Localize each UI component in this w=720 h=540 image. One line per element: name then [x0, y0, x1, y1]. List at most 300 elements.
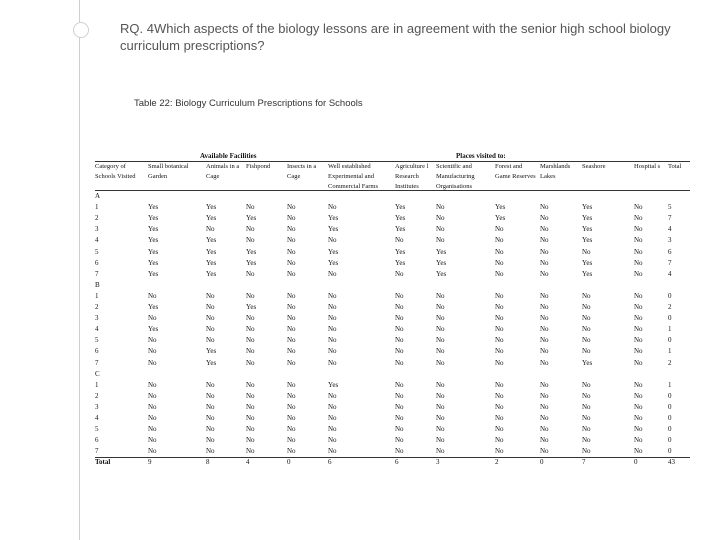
- table-cell: Yes: [582, 269, 593, 278]
- table-cell: No: [287, 425, 296, 434]
- table-cell: No: [634, 414, 643, 422]
- table-cell: No: [634, 380, 643, 389]
- table-cell: No: [582, 314, 591, 323]
- group-header-available-facilities: Available Facilities: [200, 152, 257, 160]
- table-cell: No: [540, 269, 549, 278]
- row-label: C: [95, 369, 100, 378]
- table-cell: Yes: [246, 247, 257, 256]
- column-header: Fishpond: [246, 163, 271, 170]
- table-cell: 43: [668, 458, 675, 467]
- row-label: 7: [95, 447, 99, 456]
- table-cell: No: [634, 303, 643, 311]
- table-cell: No: [148, 436, 157, 445]
- table-cell: No: [206, 325, 215, 334]
- table-cell: No: [148, 358, 157, 367]
- table-cell: No: [148, 425, 157, 434]
- table-cell: No: [148, 336, 157, 345]
- table-cell: No: [246, 425, 255, 434]
- table-cell: No: [436, 291, 445, 300]
- table-cell: 2: [668, 358, 672, 367]
- table-cell: 0: [668, 291, 672, 300]
- table-cell: No: [540, 380, 549, 389]
- table-cell: Yes: [395, 258, 406, 267]
- table-cell: No: [540, 414, 549, 422]
- table-cell: Yes: [582, 214, 593, 223]
- table-cell: No: [328, 436, 337, 445]
- table-cell: No: [287, 214, 296, 223]
- table-cell: No: [540, 425, 549, 434]
- column-header: Animals in a Cage: [206, 163, 240, 180]
- table-cell: Yes: [148, 214, 159, 223]
- table-cell: No: [540, 303, 549, 311]
- table-cell: 0: [668, 314, 672, 323]
- table-cell: No: [287, 380, 296, 389]
- table-cell: No: [495, 402, 504, 411]
- row-label: 4: [95, 325, 99, 334]
- column-header: Hospital s: [634, 163, 661, 170]
- table-cell: No: [582, 391, 591, 400]
- table-cell: Yes: [328, 225, 339, 234]
- table-cell: No: [436, 214, 445, 223]
- table-cell: Yes: [206, 214, 217, 223]
- table-cell: No: [634, 347, 643, 356]
- table-cell: No: [246, 269, 255, 278]
- table-cell: No: [287, 358, 296, 367]
- column-header: Well established Experimental and Commercial Farms: [328, 163, 379, 190]
- table-cell: No: [328, 402, 337, 411]
- table-cell: No: [206, 402, 215, 411]
- table-cell: No: [436, 336, 445, 345]
- table-cell: Yes: [206, 347, 217, 356]
- table-cell: No: [436, 402, 445, 411]
- table-cell: No: [540, 447, 549, 456]
- row-label: B: [95, 280, 100, 289]
- table-cell: No: [582, 447, 591, 456]
- table-cell: No: [495, 380, 504, 389]
- table-cell: Yes: [206, 247, 217, 256]
- table-cell: No: [246, 291, 255, 300]
- row-label: Total: [95, 458, 111, 467]
- table-cell: No: [436, 303, 445, 311]
- table-cell: No: [246, 347, 255, 356]
- table-cell: No: [287, 325, 296, 334]
- table-cell: Yes: [148, 258, 159, 267]
- table-cell: No: [246, 203, 255, 212]
- table-cell: No: [206, 225, 215, 234]
- table-cell: No: [246, 414, 255, 422]
- table-cell: 4: [668, 225, 672, 234]
- table-cell: No: [436, 325, 445, 334]
- table-cell: No: [246, 380, 255, 389]
- table-cell: No: [246, 325, 255, 334]
- table-cell: 0: [668, 436, 672, 445]
- table-cell: No: [246, 447, 255, 456]
- table-cell: 7: [668, 258, 672, 267]
- table-cell: No: [395, 391, 404, 400]
- table-cell: 5: [668, 203, 672, 212]
- table-cell: No: [395, 425, 404, 434]
- table-cell: No: [395, 303, 404, 311]
- table-cell: No: [246, 358, 255, 367]
- table-cell: No: [634, 203, 643, 212]
- table-cell: No: [540, 347, 549, 356]
- table-cell: No: [206, 314, 215, 323]
- table-cell: 0: [668, 402, 672, 411]
- table-cell: No: [287, 225, 296, 234]
- row-label: 3: [95, 402, 99, 411]
- table-cell: No: [287, 258, 296, 267]
- table-cell: No: [328, 314, 337, 323]
- table-cell: No: [395, 291, 404, 300]
- table-cell: No: [395, 380, 404, 389]
- column-header: Scientific and Manufacturing Organisations: [436, 163, 475, 190]
- table-cell: No: [287, 436, 296, 445]
- table-cell: No: [206, 291, 215, 300]
- table-cell: 1: [668, 347, 672, 356]
- table-cell: No: [495, 325, 504, 334]
- table-cell: Yes: [206, 358, 217, 367]
- table-cell: No: [395, 402, 404, 411]
- table-cell: No: [582, 425, 591, 434]
- table-cell: No: [634, 425, 643, 434]
- table-cell: No: [246, 314, 255, 323]
- table-cell: 4: [246, 458, 250, 467]
- table-cell: 7: [668, 214, 672, 223]
- table-cell: No: [540, 325, 549, 334]
- column-header: Seashore: [582, 163, 606, 170]
- table-cell: No: [395, 236, 404, 245]
- table-cell: 0: [287, 458, 291, 467]
- table-cell: Yes: [328, 380, 339, 389]
- research-question-title: RQ. 4Which aspects of the biology lessons are in agreement with the senior high school biology curriculum prescriptions?: [120, 21, 671, 53]
- table-cell: Yes: [395, 247, 406, 256]
- column-header: Agriculture l Research Institutes: [395, 163, 429, 190]
- table-cell: No: [395, 414, 404, 422]
- table-cell: Yes: [395, 203, 406, 212]
- table-cell: No: [540, 203, 549, 212]
- row-label: 5: [95, 336, 99, 345]
- table-cell: No: [495, 236, 504, 245]
- table-cell: Yes: [148, 269, 159, 278]
- table-cell: No: [540, 436, 549, 445]
- table-cell: No: [436, 225, 445, 234]
- table-cell: No: [634, 436, 643, 445]
- table-cell: No: [328, 303, 337, 311]
- table-cell: No: [495, 447, 504, 456]
- table-cell: 0: [540, 458, 544, 467]
- row-label: 1: [95, 291, 99, 300]
- table-cell: No: [246, 225, 255, 234]
- table-cell: Yes: [206, 258, 217, 267]
- table-cell: No: [540, 358, 549, 367]
- table-cell: No: [634, 269, 643, 278]
- table-cell: No: [148, 414, 157, 422]
- table-cell: 8: [206, 458, 210, 467]
- table-cell: No: [436, 203, 445, 212]
- table-cell: No: [206, 380, 215, 389]
- column-header: Forest and Game Reserves: [495, 163, 536, 180]
- table-cell: No: [436, 414, 445, 422]
- row-label: 4: [95, 236, 99, 245]
- table-cell: Yes: [246, 258, 257, 267]
- column-header: Total: [668, 163, 682, 170]
- table-cell: Yes: [328, 258, 339, 267]
- table-cell: No: [634, 314, 643, 323]
- table-cell: No: [287, 336, 296, 345]
- table-cell: No: [495, 414, 504, 422]
- table-cell: No: [495, 303, 504, 311]
- table-cell: No: [328, 347, 337, 356]
- table-cell: No: [148, 380, 157, 389]
- table-cell: No: [328, 269, 337, 278]
- table-cell: No: [540, 336, 549, 345]
- table-cell: Yes: [148, 247, 159, 256]
- table-cell: Yes: [495, 203, 506, 212]
- table-cell: No: [395, 347, 404, 356]
- table-cell: No: [148, 314, 157, 323]
- row-label: 3: [95, 225, 99, 234]
- table-cell: 9: [148, 458, 152, 467]
- table-cell: Yes: [436, 258, 447, 267]
- table-cell: No: [634, 391, 643, 400]
- table-cell: No: [328, 325, 337, 334]
- table-cell: 6: [395, 458, 399, 467]
- table-cell: No: [634, 358, 643, 367]
- table-cell: No: [328, 447, 337, 456]
- table-cell: No: [634, 336, 643, 345]
- table-cell: 0: [668, 425, 672, 434]
- group-header-places-visited: Places visited to:: [456, 152, 506, 160]
- table-cell: Yes: [395, 225, 406, 234]
- table-cell: No: [634, 325, 643, 334]
- table-cell: No: [287, 402, 296, 411]
- table-cell: No: [287, 203, 296, 212]
- table-cell: No: [287, 247, 296, 256]
- table-cell: 7: [582, 458, 586, 467]
- column-header: Small botanical Garden: [148, 163, 189, 180]
- table-cell: No: [634, 214, 643, 223]
- table-cell: No: [287, 414, 296, 422]
- table-cell: No: [495, 425, 504, 434]
- row-label: 5: [95, 247, 99, 256]
- table-cell: No: [582, 380, 591, 389]
- table-cell: No: [287, 269, 296, 278]
- row-label: 1: [95, 380, 99, 389]
- table-cell: No: [148, 391, 157, 400]
- table-cell: No: [206, 436, 215, 445]
- table-cell: No: [582, 336, 591, 345]
- table-cell: No: [436, 436, 445, 445]
- table-cell: No: [395, 336, 404, 345]
- table-cell: No: [246, 236, 255, 245]
- table-cell: No: [495, 358, 504, 367]
- table-cell: 2: [495, 458, 499, 467]
- table-cell: No: [287, 347, 296, 356]
- table-cell: Yes: [582, 236, 593, 245]
- row-label: 4: [95, 414, 99, 422]
- table-cell: No: [582, 291, 591, 300]
- table-cell: Yes: [495, 214, 506, 223]
- table-cell: Yes: [206, 269, 217, 278]
- table-cell: No: [436, 391, 445, 400]
- table-cell: Yes: [148, 203, 159, 212]
- row-label: 7: [95, 358, 99, 367]
- row-label: 6: [95, 347, 99, 356]
- table-cell: Yes: [328, 247, 339, 256]
- table-cell: No: [436, 447, 445, 456]
- table-cell: No: [436, 314, 445, 323]
- table-cell: No: [582, 303, 591, 311]
- table-cell: Yes: [148, 325, 159, 334]
- table-cell: No: [582, 247, 591, 256]
- table-cell: No: [287, 391, 296, 400]
- table-cell: No: [287, 236, 296, 245]
- column-header: Category of Schools Visited: [95, 163, 136, 180]
- table-cell: 4: [668, 269, 672, 278]
- table-cell: No: [287, 303, 296, 311]
- table-cell: No: [395, 325, 404, 334]
- table-cell: No: [495, 258, 504, 267]
- row-label: A: [95, 192, 101, 200]
- table-cell: No: [540, 291, 549, 300]
- table-cell: No: [634, 291, 643, 300]
- table-cell: 6: [668, 247, 672, 256]
- table-cell: Yes: [436, 247, 447, 256]
- table-cell: No: [634, 258, 643, 267]
- table-cell: No: [634, 447, 643, 456]
- table-cell: No: [436, 347, 445, 356]
- table-cell: Yes: [148, 225, 159, 234]
- table-cell: No: [540, 258, 549, 267]
- table-cell: 3: [436, 458, 440, 467]
- table-cell: No: [582, 347, 591, 356]
- row-label: 5: [95, 425, 99, 434]
- table-cell: No: [495, 247, 504, 256]
- table-cell: No: [148, 291, 157, 300]
- table-cell: No: [495, 336, 504, 345]
- table-cell: 1: [668, 380, 672, 389]
- table-cell: Yes: [246, 214, 257, 223]
- row-label: 1: [95, 203, 99, 212]
- row-label: 6: [95, 258, 99, 267]
- column-header: Insects in a Cage: [287, 163, 317, 180]
- table-cell: No: [328, 291, 337, 300]
- table-cell: 0: [668, 447, 672, 456]
- table-cell: No: [540, 402, 549, 411]
- table-cell: No: [328, 414, 337, 422]
- table-cell: No: [582, 325, 591, 334]
- column-header: Marshlands Lakes: [540, 163, 571, 180]
- table-cell: No: [436, 425, 445, 434]
- table-cell: No: [582, 436, 591, 445]
- table-cell: No: [287, 447, 296, 456]
- table-cell: No: [495, 391, 504, 400]
- table-cell: No: [246, 436, 255, 445]
- table-cell: No: [495, 347, 504, 356]
- table-cell: No: [495, 269, 504, 278]
- table-cell: No: [148, 347, 157, 356]
- table-cell: No: [287, 314, 296, 323]
- table-cell: No: [206, 336, 215, 345]
- table-cell: No: [148, 402, 157, 411]
- table-cell: No: [328, 203, 337, 212]
- table-cell: No: [395, 314, 404, 323]
- table-cell: No: [395, 436, 404, 445]
- table-cell: No: [634, 402, 643, 411]
- table-cell: No: [540, 214, 549, 223]
- table-cell: No: [495, 314, 504, 323]
- table-cell: No: [634, 247, 643, 256]
- table-cell: 1: [668, 325, 672, 334]
- table-cell: No: [540, 236, 549, 245]
- table-cell: No: [395, 358, 404, 367]
- table-cell: No: [206, 303, 215, 311]
- table-cell: No: [436, 380, 445, 389]
- table-cell: 0: [668, 336, 672, 345]
- row-label: 2: [95, 391, 99, 400]
- table-cell: No: [395, 269, 404, 278]
- table-cell: No: [206, 425, 215, 434]
- table-caption: Table 22: Biology Curriculum Prescriptions for Schools: [134, 98, 363, 109]
- table-cell: Yes: [328, 214, 339, 223]
- row-label: 2: [95, 214, 99, 223]
- table-cell: 6: [328, 458, 332, 467]
- table-cell: No: [328, 391, 337, 400]
- table-cell: 2: [668, 303, 672, 311]
- table-cell: No: [634, 236, 643, 245]
- table-cell: No: [206, 391, 215, 400]
- table-cell: Yes: [206, 236, 217, 245]
- table-cell: No: [436, 236, 445, 245]
- table-cell: Yes: [148, 236, 159, 245]
- table-cell: 0: [634, 458, 638, 467]
- table-cell: No: [495, 436, 504, 445]
- table-cell: No: [582, 414, 591, 422]
- table-cell: No: [246, 336, 255, 345]
- table-cell: Yes: [582, 258, 593, 267]
- table-cell: 0: [668, 391, 672, 400]
- row-label: 2: [95, 303, 99, 311]
- table-cell: No: [206, 414, 215, 422]
- table-cell: No: [328, 236, 337, 245]
- table-cell: No: [246, 391, 255, 400]
- table-cell: No: [582, 402, 591, 411]
- table-cell: 3: [668, 236, 672, 245]
- table-cell: Yes: [582, 225, 593, 234]
- total-rule: [95, 457, 690, 458]
- row-label: 3: [95, 314, 99, 323]
- table-cell: No: [436, 358, 445, 367]
- table-cell: No: [495, 225, 504, 234]
- table-cell: No: [540, 314, 549, 323]
- table-cell: Yes: [148, 303, 159, 311]
- table-cell: No: [395, 447, 404, 456]
- table-cell: No: [246, 402, 255, 411]
- table-cell: No: [328, 425, 337, 434]
- table-cell: No: [634, 225, 643, 234]
- table-cell: Yes: [246, 303, 257, 311]
- table-cell: Yes: [395, 214, 406, 223]
- row-label: 6: [95, 436, 99, 445]
- table-cell: No: [206, 447, 215, 456]
- table-cell: Yes: [582, 358, 593, 367]
- table-cell: No: [540, 247, 549, 256]
- table-cell: 0: [668, 414, 672, 422]
- table-cell: No: [287, 291, 296, 300]
- table-cell: No: [495, 291, 504, 300]
- row-label: 7: [95, 269, 99, 278]
- table-cell: Yes: [206, 203, 217, 212]
